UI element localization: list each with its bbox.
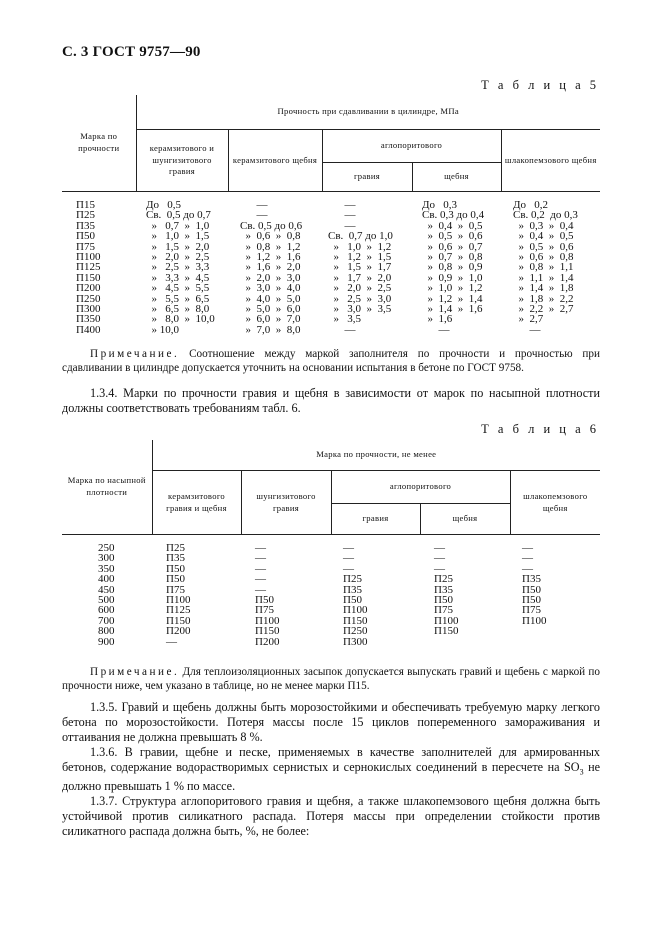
paragraph-1-3-4: 1.3.4. Марки по прочности гравия и щебня в зависимости от марок по насыпной плотности должны соответствовать требованиям табл. 6.: [62, 386, 600, 415]
table5-col-marka: Марка по прочности: [62, 95, 136, 192]
table6-col-gravia: гравия: [331, 504, 420, 535]
table5-col-agloporit: аглопоритового: [322, 130, 501, 163]
table6-group-header: Марка по прочности, не менее: [152, 440, 600, 471]
table6-col-shlak: шлакопемзового щебня: [510, 471, 600, 535]
note-label: Примечание.: [90, 348, 180, 360]
table5-col-sheben: щебня: [412, 163, 501, 192]
table5-body: [62, 192, 600, 336]
table6-col-agloporit: аглопоритового: [331, 471, 510, 504]
table6-col-keramzit: керамзитового гравия и щебня: [152, 471, 241, 535]
page-header: С. 3 ГОСТ 9757—90: [62, 44, 201, 60]
note-text: Для теплоизоляционных засыпок допускается выпускать гравий и щебень с маркой по прочности ниже, чем указано в таблице, но не менее марки П15.: [62, 666, 600, 692]
table5-gravia-values: — — — Св. 0,7 до 1,0 » 1,0 » 1,2 » 1,2 » 1,5 » 1,5 » 1,7 » 1,7 » 2,0 » 2,0 » 2,5 » 2,5 » 3,0 » 3,0 » 3,5 » 3,5 —: [328, 199, 393, 336]
table5-marka-values: П15 П25 П35 П50 П75 П100 П125 П150 П200 П250 П300 П350 П400: [76, 199, 101, 336]
table6-shungizit-values: — — — — — П50 П75 П100 П150 П200: [255, 542, 280, 648]
table6-marka-values: 250 300 350 400 450 500 600 700 800 900: [98, 542, 115, 648]
table5-caption: Т а б л и ц а 5: [481, 78, 599, 92]
table6-sheben-values: — — — П25 П35 П50 П75 П100 П150: [434, 542, 459, 638]
note-text: Соотношение между маркой заполнителя по прочности и прочностью при сдавливании в цилиндре допускается уточнить на основании испытания в бетоне по ГОСТ 9758.: [62, 348, 600, 374]
table6-note: [62, 665, 600, 693]
table6-col-marka: Марка по насыпной плотности: [62, 440, 152, 535]
table5-group-header: Прочность при сдавливании в цилиндре, МПа: [136, 95, 600, 130]
table5-sheben-values: До 0,3 Св. 0,3 до 0,4 » 0,4 » 0,5 » 0,5 » 0,6 » 0,6 » 0,7 » 0,7 » 0,8 » 0,8 » 0,9 » 0,9 » 1,0 » 1,0 » 1,2 » 1,2 » 1,4 » 1,4 » 1,6 » 1,6 —: [422, 199, 485, 336]
table6-shlak-values: — — — П35 П50 П50 П75 П100: [522, 542, 547, 627]
table6-col-sheben: щебня: [420, 504, 510, 535]
paragraph-1-3-6: 1.3.6. В гравии, щебне и песке, применяемых в качестве заполнителей для армированных бетонов, содержание водорастворимых сернистых и сернокислых соединений в пересчете на $SO_3$ не должно превышать 1 % по массе.: [62, 745, 600, 794]
note-label: Примечание.: [90, 666, 180, 678]
table5-col-gravia: гравия: [322, 163, 412, 192]
table6: [62, 440, 600, 647]
paragraph-1-3-7: 1.3.7. Структура аглопоритового гравия и щебня, а также шлакопемзового щебня должна быть устойчивой против силикатного распада. Потеря массы при определении стойкости против силикатного распада должна быть, %, не более:: [62, 794, 600, 839]
table6-gravia-values: — — — П25 П35 П50 П100 П150 П250 П300: [343, 542, 368, 648]
table5-shlak-values: До 0,2 Св. 0,2 до 0,3 » 0,3 » 0,4 » 0,4 » 0,5 » 0,5 » 0,6 » 0,6 » 0,8 » 0,8 » 1,1 » 1,1 » 1,4 » 1,4 » 1,8 » 1,8 » 2,2 » 2,2 » 2,7 » 2,7 —: [513, 199, 578, 336]
table5-keramzit-sheben-values: — — Св. 0,5 до 0,6 » 0,6 » 0,8 » 0,8 » 1,2 » 1,2 » 1,6 » 1,6 » 2,0 » 2,0 » 3,0 » 3,0 » 4,0 » 4,0 » 5,0 » 5,0 » 6,0 » 6,0 » 7,0 » 7,0 » 8,0: [240, 199, 303, 336]
table5-col-keramzit: керамзитового и шунгизитового гравия: [136, 130, 228, 192]
table6-col-shungizit: шунгизитового гравия: [241, 471, 331, 535]
table6-caption: Т а б л и ц а 6: [481, 422, 599, 436]
table5: [62, 95, 600, 335]
table6-body: [62, 535, 600, 648]
table5-col-keramzit-sheben: керамзитового щебня: [228, 130, 322, 192]
paragraph-1-3-5: 1.3.5. Гравий и щебень должны быть морозостойкими и обеспечивать требуемую марку легкого бетона по морозостойкости. Потеря массы после 15 циклов попеременного замораживания и оттаивания не должна превышать 8 %.: [62, 700, 600, 744]
paragraphs-1-3-5-to-1-3-7: [62, 700, 600, 839]
table5-col-shlak: шлакопемзового щебня: [501, 130, 600, 192]
table5-keramzit-values: До 0,5 Св. 0,5 до 0,7 » 0,7 » 1,0 » 1,0 » 1,5 » 1,5 » 2,0 » 2,0 » 2,5 » 2,5 » 3,3 » 3,3 » 4,5 » 4,5 » 5,5 » 5,5 » 6,5 » 6,5 » 8,0 » 8,0 » 10,0 » 10,0: [146, 199, 215, 336]
table5-note: [62, 347, 600, 375]
table6-keramzit-values: П25 П35 П50 П50 П75 П100 П125 П150 П200 —: [166, 542, 191, 648]
